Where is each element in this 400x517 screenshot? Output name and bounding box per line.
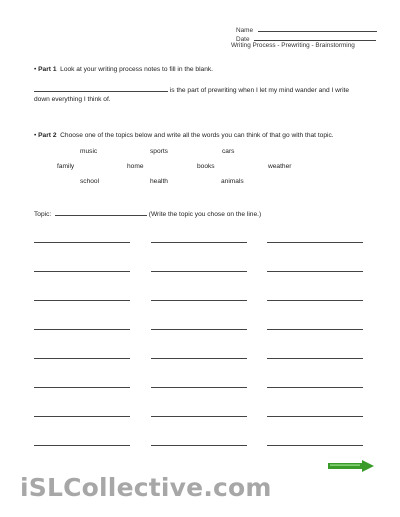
topic-home: home (127, 163, 144, 170)
topic-animals: animals (221, 178, 244, 185)
worksheet-subtitle: Writing Process - Prewriting - Brainstorming (231, 42, 355, 49)
part2-label: Part 2 (38, 132, 57, 139)
answer-line[interactable] (267, 358, 363, 359)
topic-music: music (80, 148, 98, 155)
answer-line[interactable] (151, 416, 247, 417)
answer-line[interactable] (267, 416, 363, 417)
part1-instruction: Look at your writing process notes to fill in the blank. (60, 66, 213, 73)
part1-bullet: • (34, 66, 37, 73)
answer-line[interactable] (34, 416, 130, 417)
date-blank[interactable] (254, 33, 376, 41)
answer-line[interactable] (267, 445, 363, 446)
answer-line[interactable] (151, 242, 247, 243)
answer-line[interactable] (151, 329, 247, 330)
part1-fill-sentence (34, 84, 349, 94)
answer-line[interactable] (151, 271, 247, 272)
name-label: Name (236, 27, 254, 34)
answer-line[interactable] (267, 387, 363, 388)
topic-label: Topic: (34, 211, 52, 218)
answer-line[interactable] (267, 329, 363, 330)
topic-line (34, 208, 261, 218)
answer-line[interactable] (34, 242, 130, 243)
topic-health: health (150, 178, 168, 185)
answer-line[interactable] (151, 300, 247, 301)
answer-line[interactable] (267, 271, 363, 272)
part2-bullet: • (34, 132, 37, 139)
topic-family: family (57, 163, 75, 170)
answer-line[interactable] (34, 445, 130, 446)
part2-instruction-line (34, 132, 334, 139)
answer-line[interactable] (267, 242, 363, 243)
green-arrow-icon[interactable] (328, 459, 374, 471)
part1-sentence-rest: is the part of prewriting when I let my mind wander and I write (169, 87, 350, 94)
topic-answer-blank[interactable] (55, 208, 147, 216)
part1-answer-blank[interactable] (34, 84, 168, 92)
answer-line[interactable] (151, 358, 247, 359)
watermark-logo: iSLCollective.com (20, 473, 272, 502)
answer-line[interactable] (151, 445, 247, 446)
name-blank[interactable] (258, 24, 377, 32)
topic-hint: (Write the topic you chose on the line.) (148, 211, 262, 218)
topic-cars: cars (222, 148, 235, 155)
part1-instruction-line (34, 66, 213, 73)
answer-line[interactable] (34, 387, 130, 388)
answer-line[interactable] (34, 358, 130, 359)
topic-sports: sports (150, 148, 168, 155)
answer-line[interactable] (34, 329, 130, 330)
answer-line[interactable] (151, 387, 247, 388)
topic-books: books (197, 163, 215, 170)
topic-weather: weather (268, 163, 292, 170)
date-label: Date (236, 36, 250, 43)
answer-line[interactable] (34, 300, 130, 301)
topic-school: school (80, 178, 100, 185)
part1-label: Part 1 (38, 66, 57, 73)
part2-instruction: Choose one of the topics below and write all the words you can think of that go with that topic. (60, 132, 334, 139)
part1-sentence-line2: down everything I think of. (34, 96, 111, 103)
answer-line[interactable] (34, 271, 130, 272)
answer-line[interactable] (267, 300, 363, 301)
